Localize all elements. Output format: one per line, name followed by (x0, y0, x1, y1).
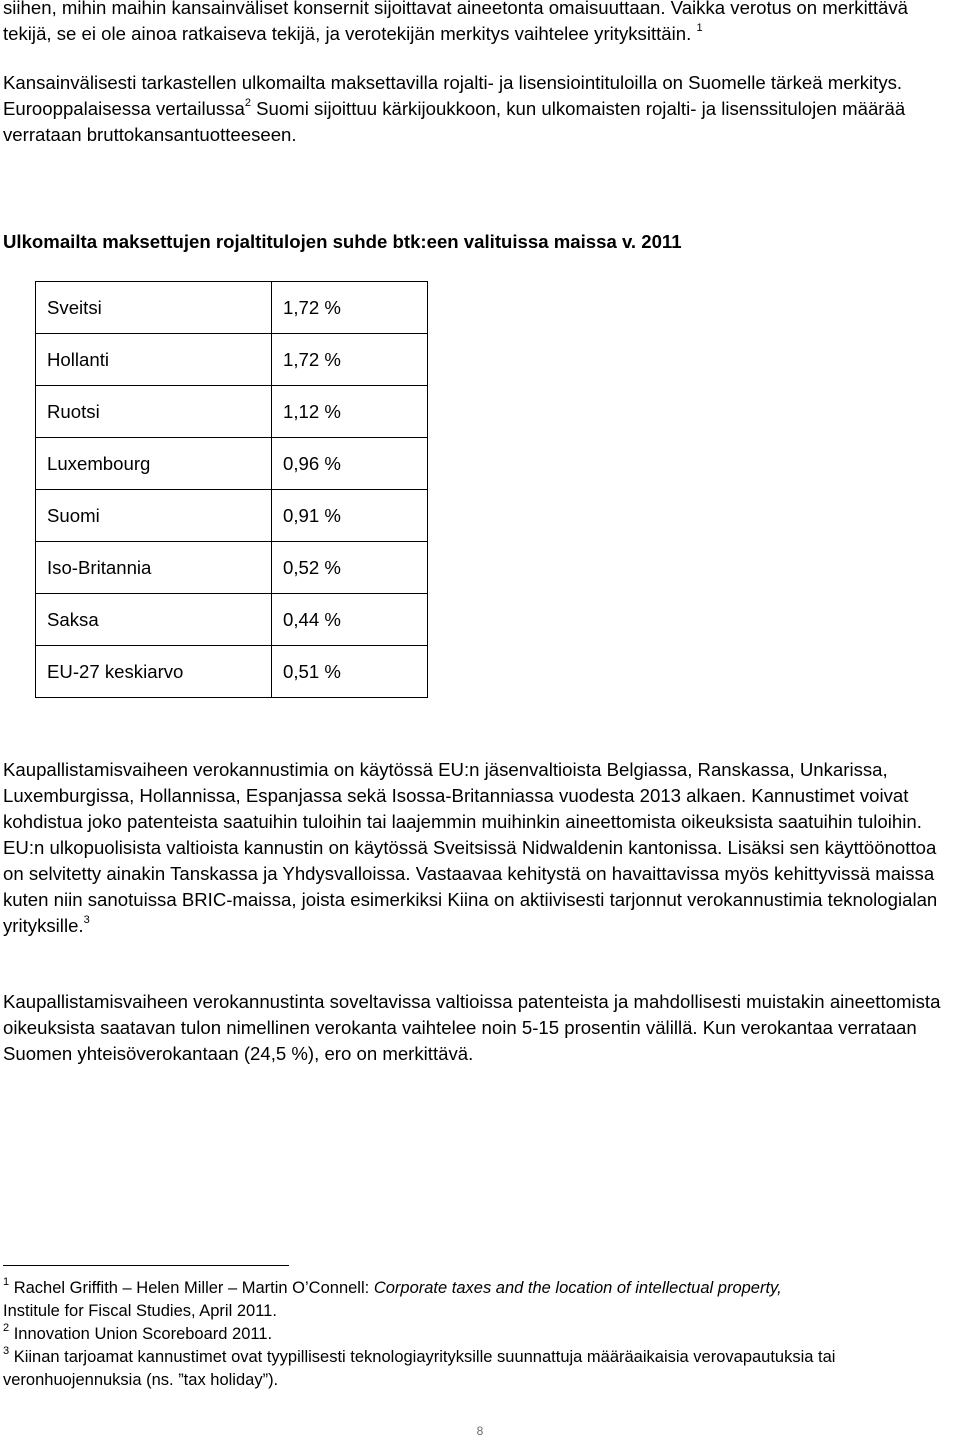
table-row (36, 334, 428, 386)
country-cell: Iso-Britannia (36, 542, 272, 594)
intro-paragraph (3, 0, 957, 47)
ratio-cell: 0,91 % (272, 490, 428, 542)
table-row (36, 646, 428, 698)
table-row (36, 542, 428, 594)
footnote-ref-1[interactable]: 1 (696, 21, 703, 34)
country-cell: Hollanti (36, 334, 272, 386)
ratio-cell: 0,51 % (272, 646, 428, 698)
country-cell: Luxembourg (36, 438, 272, 490)
paragraph-royalties (3, 70, 957, 148)
footnote-1-number: 1 (3, 1275, 10, 1288)
footnotes (3, 1277, 953, 1392)
paragraph-incentives (3, 757, 957, 939)
footnote-ref-2[interactable]: 2 (244, 96, 251, 109)
table-row (36, 594, 428, 646)
ratio-cell: 0,44 % (272, 594, 428, 646)
paragraph-tax-rate-text: Kaupallistamisvaiheen verokannustinta soveltavissa valtioissa patenteista ja mahdollisesti muistakin aineettomista oikeuksista saatavan tulon nimellinen verokanta vaihtelee noin 5-15 prosentin välillä. Kun verokantaa verrataan Suomen yhteisöverokantaan (24,5 %), ero on merkittävä. (3, 991, 941, 1064)
ratio-cell: 1,72 % (272, 282, 428, 334)
footnote-3-number: 3 (3, 1344, 10, 1357)
table-row (36, 386, 428, 438)
footnote-2-text: Innovation Union Scoreboard 2011. (13, 1325, 273, 1343)
footnote-1-authors: Rachel Griffith – Helen Miller – Martin O’Connell: (13, 1279, 374, 1297)
country-cell: Sveitsi (36, 282, 272, 334)
table-row (36, 282, 428, 334)
footnote-1 (3, 1277, 953, 1323)
country-cell: Suomi (36, 490, 272, 542)
footnote-1-source: Institule for Fiscal Studies, April 2011. (3, 1302, 277, 1320)
intro-text: siihen, mihin maihin kansainväliset konsernit sijoittavat aineetonta omaisuuttaan. Vaikka verotus on merkittävä tekijä, se ei ole ainoa ratkaiseva tekijä, ja verotekijän merkitys vaihtelee yrityksittäin. (3, 0, 909, 44)
country-cell: Saksa (36, 594, 272, 646)
footnote-divider (3, 1265, 289, 1266)
footnote-ref-3[interactable]: 3 (83, 913, 90, 926)
footnote-2-number: 2 (3, 1321, 10, 1334)
paragraph-royalties-text-a: Kansainvälisesti tarkastellen ulkomailta maksettavilla rojalti- ja lisensiointituloilla on Suomelle tärkeä merkitys. Eurooppalaisessa vertailussa (3, 72, 903, 119)
ratio-cell: 0,52 % (272, 542, 428, 594)
ratio-cell: 1,72 % (272, 334, 428, 386)
royalty-table (35, 281, 428, 698)
paragraph-incentives-text: Kaupallistamisvaiheen verokannustimia on käytössä EU:n jäsenvaltioista Belgiassa, Ranskassa, Unkarissa, Luxemburgissa, Hollannissa, Espanjassa sekä Isossa-Britanniassa vuodesta 2013 alkaen. Kannustimet voivat kohdistua joko patenteista saatuihin tuloihin tai laajemmin muihinkin aineettomista oikeuksista saatuihin tuloihin. EU:n ulkopuolisista valtioista kannustin on käytössä Sveitsissä Nidwaldenin kantonissa. Lisäksi sen käyttöönottoa on selvitetty ainakin Tanskassa ja Yhdysvalloissa. Vastaavaa kehitystä on havaittavissa myös kehittyvissä maissa kuten niin sanotuissa BRIC-maissa, joista esimerkiksi Kiina on aktiivisesti tarjonnut verokannustimia teknologialan yrityksille. (3, 759, 938, 936)
table-row (36, 438, 428, 490)
country-cell: Ruotsi (36, 386, 272, 438)
ratio-cell: 1,12 % (272, 386, 428, 438)
table-title: Ulkomailta maksettujen rojaltitulojen suhde btk:een valituissa maissa v. 2011 (3, 231, 682, 252)
footnote-3 (3, 1346, 953, 1392)
country-cell: EU-27 keskiarvo (36, 646, 272, 698)
ratio-cell: 0,96 % (272, 438, 428, 490)
royalty-table-body (36, 282, 428, 698)
footnote-2 (3, 1323, 953, 1346)
footnote-3-text: Kiinan tarjoamat kannustimet ovat tyypillisesti teknologiayrityksille suunnattuja määräaikaisia verovapautuksia tai veronhuojennuksia (ns. ”tax holiday”). (3, 1348, 836, 1389)
table-row (36, 490, 428, 542)
paragraph-tax-rate (3, 989, 957, 1067)
page-number: 8 (476, 1424, 484, 1438)
paragraph-royalties-text-b: Suomi sijoittuu kärkijoukkoon, kun ulkomaisten rojalti- ja lisenssitulojen määrää verrataan bruttokansantuotteeseen. (3, 98, 906, 145)
footnote-1-title: Corporate taxes and the location of intellectual property, (373, 1279, 782, 1297)
